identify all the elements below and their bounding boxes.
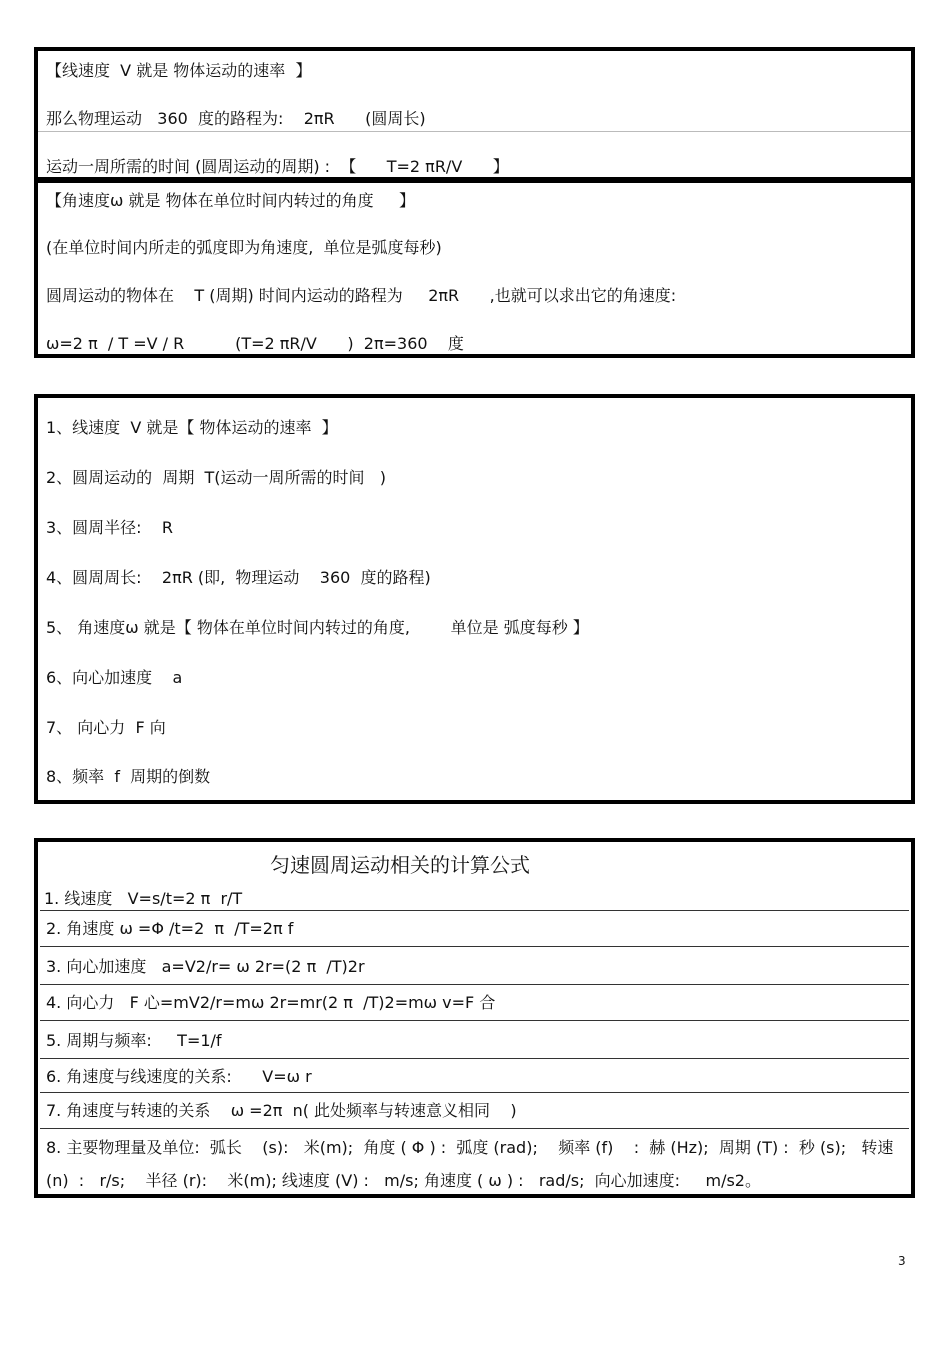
list-item: 1、线速度 V 就是【 物体运动的速率 】 [46, 418, 338, 437]
formula-row-divider [40, 946, 909, 984]
page-number: 3 [898, 1254, 906, 1268]
box1-separator [38, 131, 911, 132]
list-item: 8、频率 f 周期的倒数 [46, 767, 211, 786]
box2-line-1: 【角速度ω 就是 物体在单位时间内转过的角度 】 [46, 191, 416, 210]
formulas-table-box [34, 838, 915, 1198]
box2-line-3: 圆周运动的物体在 T (周期) 时间内运动的路程为 2πR ,也就可以求出它的角速度: [46, 286, 677, 305]
formula-row: 6. 角速度与线速度的关系: V=ω r [46, 1067, 312, 1086]
definitions-list-box [34, 394, 915, 804]
formula-row-units-line-1: 8. 主要物理量及单位: 弧长 (s): 米(m); 角度 ( Φ ) : 弧度 (rad); 频率 (f) : 赫 (Hz); 周期 (T) : 秒 (s); 转速 [46, 1138, 894, 1157]
list-item: 3、圆周半径: R [46, 518, 174, 537]
box1-line-2: 那么物理运动 360 度的路程为: 2πR (圆周长) [46, 109, 426, 128]
formula-row: 5. 周期与频率: T=1/f [46, 1031, 222, 1050]
list-item: 5、 角速度ω 就是【 物体在单位时间内转过的角度, 单位是 弧度每秒 】 [46, 618, 589, 637]
list-item: 6、向心加速度 a [46, 668, 183, 687]
box2-line-2: (在单位时间内所走的弧度即为角速度, 单位是弧度每秒) [46, 238, 442, 257]
formula-row-divider [40, 1020, 909, 1058]
formula-row-divider [40, 1058, 909, 1092]
formula-row: 1. 线速度 V=s/t=2 π r/T [44, 889, 243, 908]
formula-row-divider [40, 1128, 909, 1194]
formulas-title: 匀速圆周运动相关的计算公式 [270, 853, 530, 877]
formula-row-divider [40, 984, 909, 1020]
list-item: 2、圆周运动的 周期 T(运动一周所需的时间 ) [46, 468, 387, 487]
linear-velocity-box [34, 47, 915, 181]
formula-row: 2. 角速度 ω =Φ /t=2 π /T=2π f [46, 919, 294, 938]
list-item: 7、 向心力 F 向 [46, 718, 166, 737]
formula-row-divider [40, 1092, 909, 1128]
angular-velocity-box [34, 179, 915, 358]
formula-row-units-line-2: (n) : r/s; 半径 (r): 米(m); 线速度 (V) : m/s; 角速度 ( ω ) : rad/s; 向心加速度: m/s2。 [46, 1171, 761, 1190]
formula-row: 3. 向心加速度 a=V2/r= ω 2r=(2 π /T)2r [46, 957, 365, 976]
box1-line-3: 运动一周所需的时间 (圆周运动的周期) : 【 T=2 πR/V 】 [46, 157, 509, 176]
list-item: 4、圆周周长: 2πR (即, 物理运动 360 度的路程) [46, 568, 431, 587]
formula-row: 4. 向心力 F 心=mV2/r=mω 2r=mr(2 π /T)2=mω v=F 合 [46, 993, 496, 1012]
formula-row: 7. 角速度与转速的关系 ω =2π n( 此处频率与转速意义相同 ) [46, 1101, 517, 1120]
box1-line-1: 【线速度 V 就是 物体运动的速率 】 [46, 61, 312, 80]
formula-row-divider [40, 910, 909, 946]
box2-line-4: ω=2 π / T =V / R (T=2 πR/V ) 2π=360 度 [46, 334, 464, 353]
